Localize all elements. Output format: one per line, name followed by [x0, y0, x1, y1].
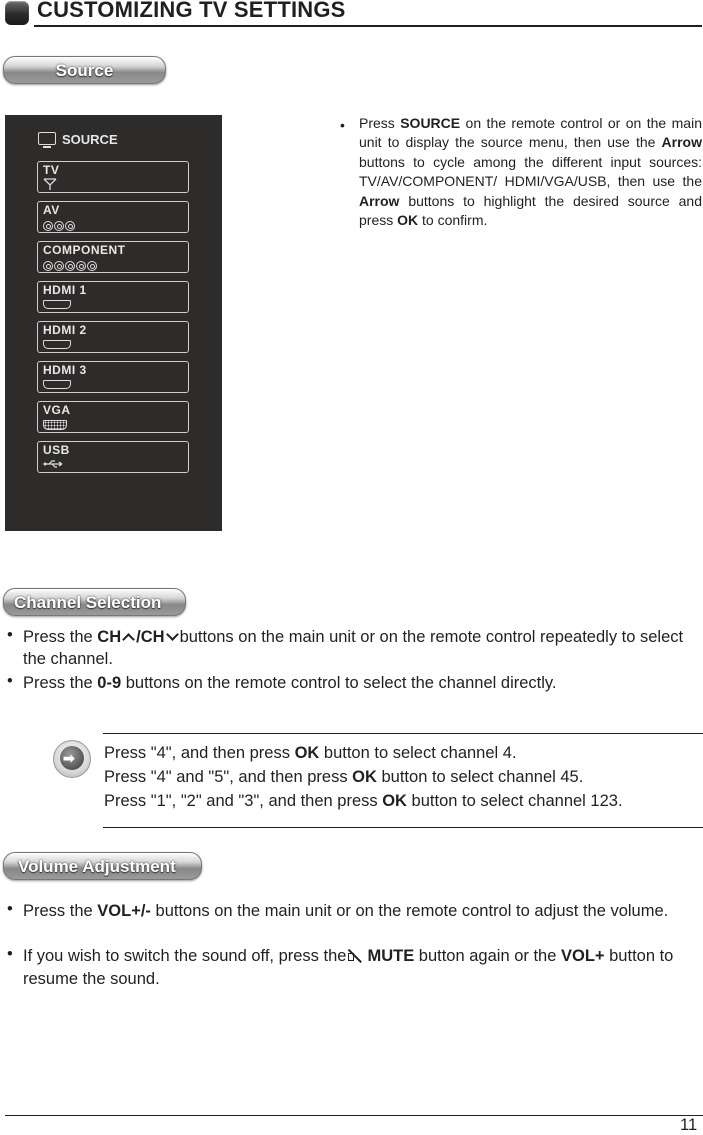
page-title: CUSTOMIZING TV SETTINGS — [37, 0, 346, 22]
footer-rule — [5, 1115, 703, 1116]
key-mute: MUTE — [367, 947, 415, 965]
hdmi-port-icon — [43, 300, 71, 309]
channel-instruction-2 — [23, 672, 703, 694]
hdmi-port-icon — [43, 340, 71, 349]
note-line-1 — [104, 744, 517, 763]
source-item-label: HDMI 3 — [43, 363, 87, 377]
text: If you wish to switch the sound off, press the — [23, 947, 347, 965]
key-vol: VOL+/- — [97, 902, 151, 920]
vga-port-icon — [43, 420, 67, 430]
channel-instruction-1 — [23, 626, 703, 670]
page-number: 11 — [680, 1116, 698, 1134]
source-item-tv[interactable] — [37, 161, 189, 193]
chevron-up-icon — [122, 633, 135, 646]
text: Press "1", "2" and "3", and then press — [104, 792, 383, 810]
text: buttons on the main unit or on the remote control to adjust the volume. — [150, 902, 669, 920]
header-rule — [34, 25, 702, 27]
source-item-label: COMPONENT — [43, 243, 126, 257]
text: Press "4" and "5", and then press — [104, 768, 353, 786]
bullet: • — [7, 672, 13, 690]
source-instructions — [359, 114, 702, 230]
header-badge-icon — [5, 1, 29, 25]
key-source: SOURCE — [400, 115, 461, 131]
source-menu-panel — [5, 115, 222, 531]
source-item-vga[interactable] — [37, 401, 189, 433]
source-item-av[interactable] — [37, 201, 189, 233]
source-item-hdmi-2[interactable] — [37, 321, 189, 353]
mute-icon — [347, 949, 363, 963]
text: to confirm. — [418, 212, 488, 229]
volume-instruction-1 — [23, 900, 703, 923]
key-ch-up: CH — [97, 628, 122, 646]
text: button to select channel 4. — [319, 744, 517, 762]
rca-jack-icon — [43, 218, 76, 230]
section-channel-heading: Channel Selection — [3, 588, 186, 616]
source-item-hdmi-3[interactable] — [37, 361, 189, 393]
bullet: • — [7, 626, 13, 644]
text: buttons to cycle among the different input sources: TV/AV/COMPONENT/ HDMI/VGA/USB, then use the — [359, 153, 702, 190]
text: buttons on the main unit or on the remote control repeatedly to select the channel. — [23, 628, 684, 668]
text: Press the — [23, 628, 98, 646]
note-rule-bottom — [103, 827, 703, 828]
tv-stand — [43, 146, 51, 148]
text: on the remote control or on the main unit to display the source menu, then use the — [359, 115, 702, 151]
bullet: • — [7, 945, 13, 963]
text: Press the — [23, 902, 98, 920]
text: button again or the — [414, 947, 561, 965]
source-item-component[interactable] — [37, 241, 189, 273]
volume-instruction-2 — [23, 945, 703, 991]
text: Press the — [23, 674, 98, 692]
source-item-label: USB — [43, 443, 70, 457]
bullet: • — [7, 900, 13, 918]
text: button to resume the sound. — [23, 947, 674, 988]
chevron-down-icon — [166, 628, 179, 641]
text: button to select channel 123. — [406, 792, 623, 810]
key-ok: OK — [352, 768, 377, 786]
source-item-label: TV — [43, 163, 60, 177]
key-ch-down: /CH — [136, 628, 165, 646]
text: Press "4", and then press — [104, 744, 295, 762]
text: buttons to highlight the desired source and press — [359, 192, 702, 229]
text: button to select channel 45. — [376, 768, 584, 786]
tv-icon — [38, 132, 56, 145]
note-line-2 — [104, 768, 583, 787]
rca-jack-icon — [43, 258, 98, 270]
source-item-label: AV — [43, 203, 60, 217]
key-ok: OK — [382, 792, 407, 810]
source-menu-heading: SOURCE — [62, 132, 118, 147]
hdmi-port-icon — [43, 380, 71, 389]
key-ok: OK — [294, 744, 320, 762]
source-item-label: HDMI 1 — [43, 283, 87, 297]
text: buttons on the remote control to select the channel directly. — [121, 674, 557, 692]
section-volume-heading: Volume Adjustment — [3, 852, 202, 880]
key-vol-plus: VOL+ — [560, 947, 605, 965]
source-item-usb[interactable] — [37, 441, 189, 473]
key-digits: 0-9 — [97, 674, 122, 692]
key-ok: OK — [397, 212, 419, 229]
note-rule-top — [103, 733, 703, 734]
text: Press — [359, 115, 401, 131]
source-item-label: VGA — [43, 403, 71, 417]
source-item-hdmi-1[interactable] — [37, 281, 189, 313]
usb-icon — [43, 459, 65, 471]
key-arrow: Arrow — [661, 134, 702, 151]
section-source-heading: Source — [3, 56, 166, 84]
bullet: • — [340, 117, 345, 133]
arrow-right-icon: ➡ — [63, 750, 75, 766]
source-item-label: HDMI 2 — [43, 323, 87, 337]
antenna-icon — [43, 178, 57, 190]
key-arrow: Arrow — [359, 192, 400, 209]
note-line-3 — [104, 792, 623, 811]
